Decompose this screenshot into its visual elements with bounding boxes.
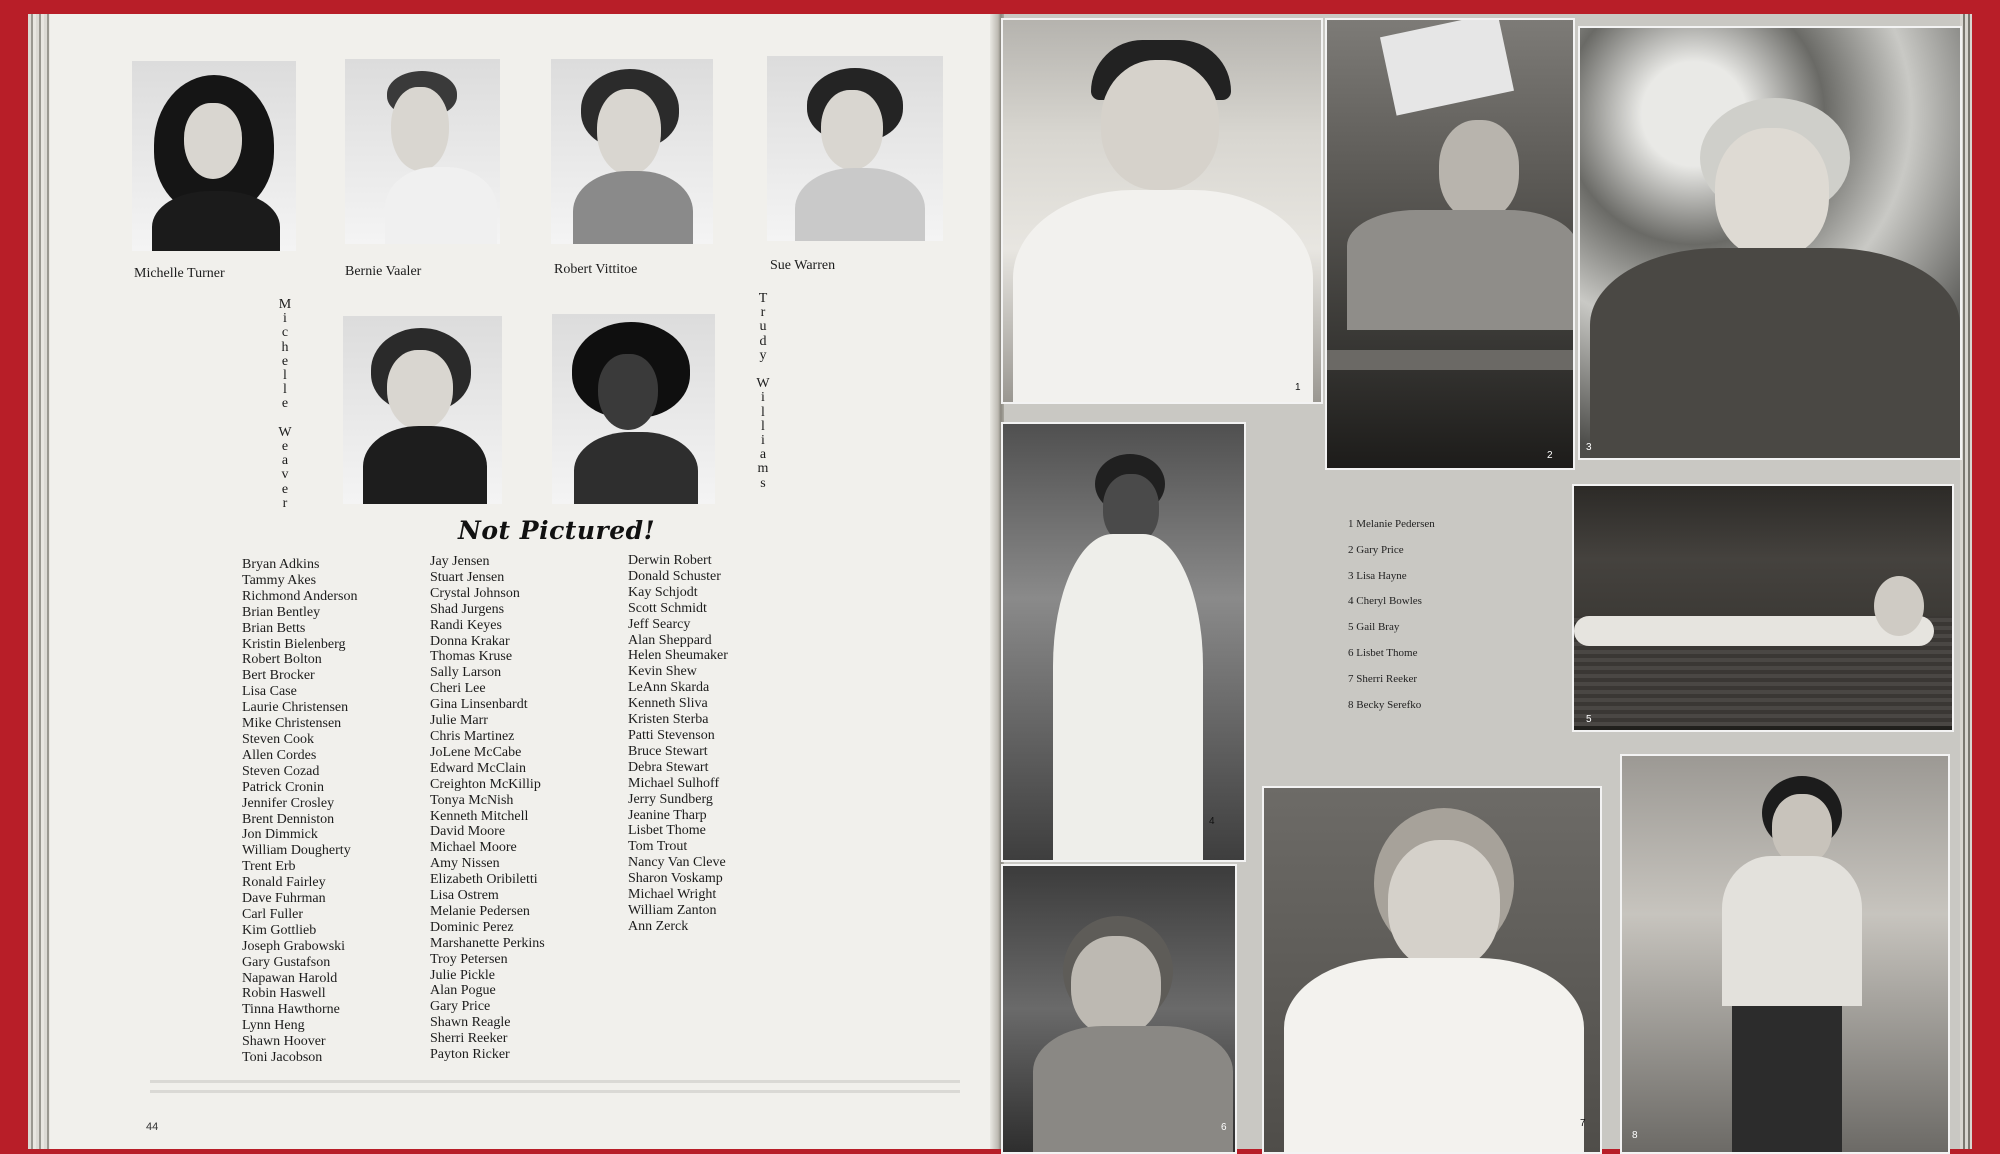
- not-pictured-name: Thomas Kruse: [430, 649, 513, 665]
- not-pictured-name: Gary Price: [430, 999, 491, 1015]
- not-pictured-name: Sherri Reeker: [430, 1031, 508, 1047]
- photo-number: 3: [1586, 442, 1592, 453]
- not-pictured-column-2: [430, 554, 545, 1063]
- portrait-photo: [345, 59, 500, 244]
- photo-caption: 4 Cheryl Bowles: [1348, 595, 1422, 608]
- not-pictured-name: Donald Schuster: [628, 568, 721, 584]
- candid-photo-4: [1001, 422, 1246, 862]
- candid-photo-7: [1262, 786, 1602, 1154]
- not-pictured-name: Shawn Reagle: [430, 1015, 511, 1031]
- not-pictured-name: Donna Krakar: [430, 633, 510, 649]
- not-pictured-name: Jon Dimmick: [242, 827, 318, 843]
- photo-number: 1: [1295, 382, 1301, 393]
- not-pictured-name: Lisa Ostrem: [430, 888, 499, 904]
- not-pictured-name: Stuart Jensen: [430, 569, 505, 585]
- candid-photo-1: [1001, 18, 1323, 404]
- candid-photo-2: [1325, 18, 1575, 470]
- photo-number: 4: [1209, 816, 1215, 827]
- not-pictured-name: Jay Jensen: [430, 554, 490, 569]
- not-pictured-name: Troy Petersen: [430, 951, 508, 967]
- not-pictured-name: David Moore: [430, 824, 506, 840]
- not-pictured-name: Richmond Anderson: [242, 588, 358, 604]
- portrait-photo: [552, 314, 715, 504]
- not-pictured-name: Crystal Johnson: [430, 585, 520, 601]
- not-pictured-name: Helen Sheumaker: [628, 648, 728, 664]
- photo-caption: 2 Gary Price: [1348, 543, 1404, 556]
- not-pictured-name: Bruce Stewart: [628, 743, 708, 759]
- not-pictured-name: Jeff Searcy: [628, 616, 691, 632]
- not-pictured-name: Sharon Voskamp: [628, 871, 723, 887]
- not-pictured-name: LeAnn Skarda: [628, 680, 710, 696]
- not-pictured-name: Randi Keyes: [430, 617, 502, 633]
- not-pictured-name: Carl Fuller: [242, 906, 304, 922]
- candid-photo-5: [1572, 484, 1954, 732]
- not-pictured-name: Napawan Harold: [242, 970, 338, 986]
- not-pictured-name: Lynn Heng: [242, 1018, 305, 1034]
- not-pictured-name: William Dougherty: [242, 843, 351, 859]
- not-pictured-name: Kevin Shew: [628, 664, 697, 680]
- divider-rule: [150, 1090, 960, 1093]
- photo-number: 5: [1586, 714, 1592, 725]
- not-pictured-name: Brent Denniston: [242, 811, 335, 827]
- not-pictured-name: Robert Bolton: [242, 652, 322, 668]
- not-pictured-name: Trent Erb: [242, 859, 296, 875]
- not-pictured-name: Mike Christensen: [242, 716, 342, 732]
- portrait-photo: [551, 59, 713, 244]
- not-pictured-name: Steven Cozad: [242, 763, 320, 779]
- not-pictured-name: Jeanine Tharp: [628, 807, 707, 823]
- not-pictured-name: Cheri Lee: [430, 681, 486, 697]
- vertical-portrait-name: M i c h e l l e W e a v e r: [278, 297, 292, 511]
- not-pictured-name: Patti Stevenson: [628, 727, 715, 743]
- not-pictured-title: Not Pictured!: [458, 516, 656, 545]
- not-pictured-name: Creighton McKillip: [430, 776, 541, 792]
- not-pictured-name: Michael Wright: [628, 887, 717, 903]
- not-pictured-name: Kenneth Mitchell: [430, 808, 529, 824]
- not-pictured-name: Shad Jurgens: [430, 601, 505, 617]
- not-pictured-name: Allen Cordes: [242, 747, 317, 763]
- portrait-name: Bernie Vaaler: [345, 264, 422, 279]
- not-pictured-column-3: [628, 553, 728, 935]
- candid-photo-3: [1578, 26, 1962, 460]
- page-number: 44: [146, 1121, 159, 1133]
- not-pictured-name: William Zanton: [628, 902, 717, 918]
- not-pictured-name: Bryan Adkins: [242, 557, 320, 572]
- not-pictured-name: Michael Moore: [430, 840, 517, 856]
- photo-caption: 7 Sherri Reeker: [1348, 672, 1418, 685]
- not-pictured-name: Derwin Robert: [628, 553, 712, 568]
- candid-photo-6: [1001, 864, 1237, 1154]
- photo-number: 8: [1632, 1130, 1638, 1141]
- photo-number: 7: [1580, 1118, 1586, 1129]
- not-pictured-name: Edward McClain: [430, 760, 527, 776]
- not-pictured-name: Kristen Sterba: [628, 712, 709, 728]
- not-pictured-name: Patrick Cronin: [242, 779, 325, 795]
- not-pictured-name: Dominic Perez: [430, 919, 514, 935]
- photo-caption: 5 Gail Bray: [1348, 621, 1400, 634]
- not-pictured-name: Michael Sulhoff: [628, 775, 720, 791]
- divider-rule: [150, 1080, 960, 1083]
- not-pictured-name: Debra Stewart: [628, 759, 709, 775]
- not-pictured-name: Joseph Grabowski: [242, 938, 346, 954]
- not-pictured-name: Amy Nissen: [430, 856, 500, 872]
- not-pictured-name: Tonya McNish: [430, 792, 514, 808]
- not-pictured-name: Ronald Fairley: [242, 875, 326, 891]
- not-pictured-name: Nancy Van Cleve: [628, 855, 726, 871]
- portrait-photo: [343, 316, 502, 504]
- not-pictured-name: Alan Pogue: [430, 983, 496, 999]
- candid-photo-8: [1620, 754, 1950, 1154]
- not-pictured-name: Jennifer Crosley: [242, 795, 335, 811]
- not-pictured-name: Jerry Sundberg: [628, 791, 713, 807]
- photo-number: 6: [1221, 1122, 1227, 1133]
- photo-captions: [1348, 512, 1496, 718]
- not-pictured-name: Tammy Akes: [242, 572, 317, 588]
- portrait-name: Michelle Turner: [134, 266, 225, 281]
- not-pictured-name: Alan Sheppard: [628, 632, 712, 648]
- not-pictured-name: Robin Haswell: [242, 986, 326, 1002]
- not-pictured-name: Brian Bentley: [242, 604, 321, 620]
- vertical-portrait-name: T r u d y W i l l i a m s: [756, 291, 770, 491]
- not-pictured-name: Scott Schmidt: [628, 600, 707, 616]
- photo-caption: 1 Melanie Pedersen: [1348, 518, 1435, 530]
- not-pictured-name: Toni Jacobson: [242, 1050, 323, 1066]
- not-pictured-name: Gina Linsenbardt: [430, 697, 528, 713]
- photo-number: 2: [1547, 450, 1553, 461]
- not-pictured-name: Chris Martinez: [430, 728, 515, 744]
- not-pictured-column-1: [242, 557, 358, 1066]
- photo-caption: 3 Lisa Hayne: [1348, 569, 1407, 582]
- not-pictured-name: Tom Trout: [628, 839, 688, 855]
- not-pictured-name: Tinna Hawthorne: [242, 1002, 340, 1018]
- not-pictured-name: Kim Gottlieb: [242, 922, 317, 938]
- not-pictured-name: Brian Betts: [242, 620, 306, 636]
- not-pictured-name: Lisa Case: [242, 684, 297, 700]
- portrait-photo: [767, 56, 943, 241]
- not-pictured-name: Kristin Bielenberg: [242, 636, 346, 652]
- portrait-name: Robert Vittitoe: [554, 262, 638, 277]
- photo-caption: 8 Becky Serefko: [1348, 698, 1422, 711]
- not-pictured-name: Elizabeth Oribiletti: [430, 872, 538, 888]
- not-pictured-name: Lisbet Thome: [628, 823, 706, 839]
- not-pictured-name: Julie Marr: [430, 713, 488, 729]
- portrait-name: Sue Warren: [770, 258, 836, 273]
- not-pictured-name: Kenneth Sliva: [628, 696, 708, 712]
- not-pictured-name: Bert Brocker: [242, 668, 315, 684]
- not-pictured-name: Gary Gustafson: [242, 954, 331, 970]
- photo-caption: 6 Lisbet Thome: [1348, 646, 1418, 659]
- not-pictured-name: Shawn Hoover: [242, 1034, 326, 1050]
- not-pictured-name: JoLene McCabe: [430, 744, 522, 760]
- not-pictured-name: Dave Fuhrman: [242, 891, 326, 907]
- not-pictured-name: Steven Cook: [242, 731, 314, 747]
- not-pictured-name: Marshanette Perkins: [430, 935, 545, 951]
- not-pictured-name: Kay Schjodt: [628, 584, 698, 600]
- not-pictured-name: Julie Pickle: [430, 967, 495, 983]
- not-pictured-name: Laurie Christensen: [242, 700, 349, 716]
- not-pictured-name: Ann Zerck: [628, 918, 689, 934]
- portrait-photo: [132, 61, 296, 251]
- not-pictured-name: Sally Larson: [430, 665, 502, 681]
- not-pictured-name: Melanie Pedersen: [430, 903, 530, 919]
- not-pictured-name: Payton Ricker: [430, 1047, 510, 1063]
